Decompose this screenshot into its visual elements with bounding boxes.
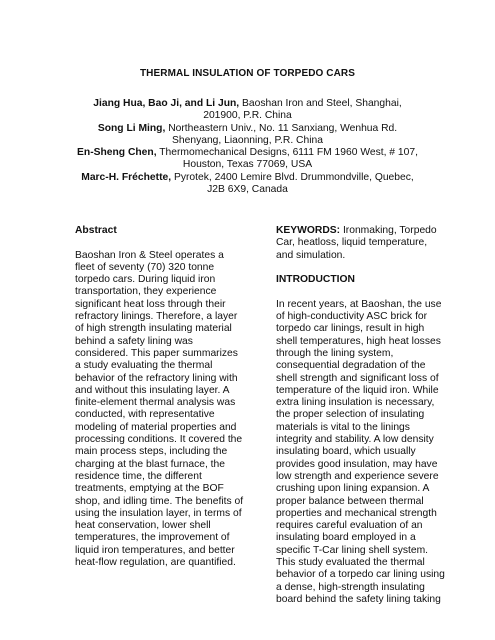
text-line: the proper selection of insulating bbox=[276, 409, 425, 421]
text-line: torpedo car linings, result in high bbox=[276, 323, 425, 335]
author-names: Song Li Ming, bbox=[97, 122, 166, 134]
text-line: proper balance between thermal bbox=[276, 495, 424, 507]
text-line: treatments, emptying at the BOF bbox=[75, 483, 224, 495]
text-line: integrity and stability. A low density bbox=[276, 434, 434, 446]
keywords-line: and simulation. bbox=[276, 249, 346, 261]
introduction-heading: INTRODUCTION bbox=[276, 274, 355, 286]
text-line: of high strength insulating material bbox=[75, 323, 232, 335]
text-line: consequential degradation of the bbox=[276, 360, 426, 372]
paper-title: THERMAL INSULATION OF TORPEDO CARS bbox=[139, 68, 356, 79]
text-line: shell temperatures, high heat losses bbox=[276, 335, 441, 347]
text-line: behavior of the refractory lining with bbox=[75, 372, 238, 384]
text-line: insulating board, which usually bbox=[276, 446, 416, 458]
text-line: finite-element thermal analysis was bbox=[75, 397, 236, 409]
text-line: conducted, with representative bbox=[75, 409, 215, 421]
text-line: fleet of seventy (70) 320 tonne bbox=[75, 261, 215, 273]
author-entry bbox=[75, 123, 420, 148]
text-line: shop, and idling time. The benefits of bbox=[75, 495, 244, 507]
author-affiliation: Thermomechanical Designs, 6111 FM 1960 West, # 107, Houston, Texas 77069, USA bbox=[156, 147, 418, 171]
text-line: properties and mechanical strength bbox=[276, 507, 437, 519]
text-line: and without this insulating layer. A bbox=[75, 384, 230, 396]
text-line: crushing upon lining expansion. A bbox=[276, 483, 430, 495]
text-line: materials is vital to the linings bbox=[276, 421, 410, 433]
keywords-line: Ironmaking, Torpedo bbox=[340, 225, 437, 236]
text-line: shell strength and significant loss of bbox=[276, 372, 439, 384]
text-line: main process steps, including the bbox=[75, 446, 228, 458]
text-line: heat conservation, lower shell bbox=[75, 520, 211, 532]
text-line: of high-conductivity ASC brick for bbox=[276, 311, 428, 323]
left-column bbox=[75, 225, 253, 569]
text-line: extra lining insulation is necessary, bbox=[276, 397, 435, 409]
keywords-label: KEYWORDS: bbox=[276, 225, 341, 236]
text-line: a dense, high-strength insulating bbox=[276, 581, 425, 593]
abstract-body bbox=[75, 250, 253, 570]
text-line: low strength and experience severe bbox=[276, 470, 439, 482]
author-entry bbox=[75, 147, 420, 172]
author-entry bbox=[75, 98, 420, 123]
text-line: requires careful evaluation of an bbox=[276, 520, 423, 532]
text-line: a study evaluating the thermal bbox=[75, 360, 213, 372]
text-line: This study evaluated the thermal bbox=[276, 557, 425, 569]
text-line: charging at the blast furnace, the bbox=[75, 458, 225, 470]
author-entry bbox=[75, 172, 420, 197]
text-line: torpedo cars. During liquid iron bbox=[75, 274, 216, 286]
text-line: temperature of the liquid iron. While bbox=[276, 384, 439, 396]
text-line: specific T-Car lining shell system. bbox=[276, 544, 429, 556]
text-line: significant heat loss through their bbox=[75, 298, 226, 310]
text-line: through the lining system, bbox=[276, 347, 394, 359]
text-line: residence time, the different bbox=[75, 470, 202, 482]
author-affiliation: Baoshan Iron and Steel, Shanghai, 201900, P.R. China bbox=[203, 98, 402, 122]
text-line: liquid iron temperatures, and better bbox=[75, 544, 235, 556]
text-line: behavior of a torpedo car lining using bbox=[276, 569, 445, 581]
author-names: Marc-H. Fréchette, bbox=[81, 171, 172, 183]
text-line: insulating board employed in a bbox=[276, 532, 416, 544]
text-line: In recent years, at Baoshan, the use bbox=[276, 298, 442, 310]
right-column bbox=[276, 225, 446, 606]
text-line: heat-flow regulation, are quantified. bbox=[75, 557, 236, 569]
text-line: transportation, they experience bbox=[75, 286, 217, 298]
text-line: temperatures, the improvement of bbox=[75, 532, 230, 544]
introduction-body bbox=[276, 299, 446, 606]
text-line: board behind the safety lining taking bbox=[276, 593, 441, 605]
author-names: Jiang Hua, Bao Ji, and Li Jun, bbox=[93, 98, 240, 109]
abstract-heading: Abstract bbox=[75, 225, 117, 236]
keywords-block bbox=[276, 225, 446, 262]
text-line: behind a safety lining was bbox=[75, 335, 193, 347]
text-line: refractory linings. Therefore, a layer bbox=[75, 311, 238, 323]
text-line: considered. This paper summarizes bbox=[75, 347, 238, 359]
text-line: using the insulation layer, in terms of bbox=[75, 507, 242, 519]
text-line: provides good insulation, may have bbox=[276, 458, 438, 470]
author-block bbox=[75, 98, 420, 196]
text-line: Baoshan Iron & Steel operates a bbox=[75, 249, 224, 261]
author-affiliation: Pyrotek, 2400 Lemire Blvd. Drummondville, Quebec, J2B 6X9, Canada bbox=[171, 171, 414, 196]
author-affiliation: Northeastern Univ., No. 11 Sanxiang, Wenhua Rd. Shenyang, Liaonning, P.R. China bbox=[165, 122, 398, 146]
keywords-line: Car, heatloss, liquid temperature, bbox=[276, 237, 428, 249]
text-line: modeling of material properties and bbox=[75, 421, 237, 433]
text-line: processing conditions. It covered the bbox=[75, 434, 243, 446]
author-names: En-Sheng Chen, bbox=[77, 147, 157, 159]
